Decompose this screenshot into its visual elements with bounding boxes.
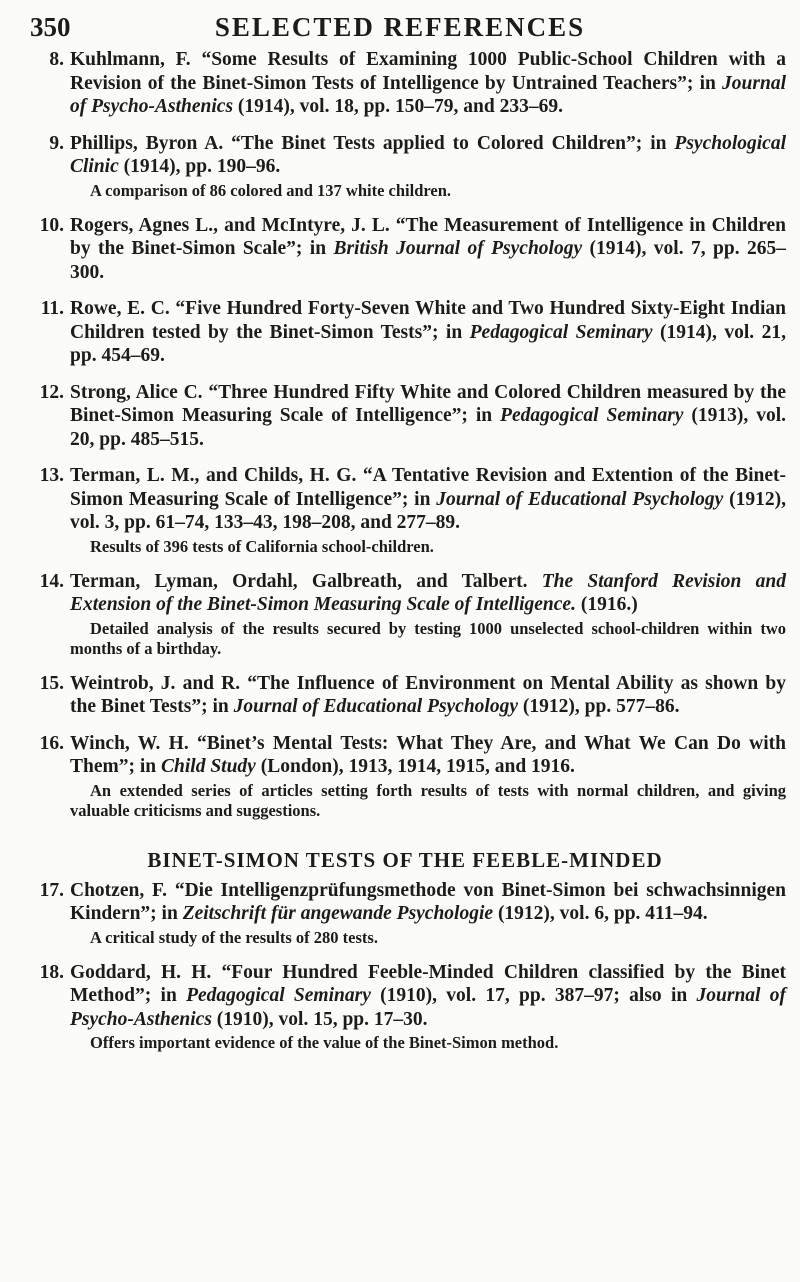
reference-citation <box>70 214 786 285</box>
reference-citation <box>70 672 786 719</box>
reference-number: 15. <box>39 672 64 694</box>
citation-text: Strong, Alice C. “Three Hundred Fifty White and Colored Children measured by the Binet-Simon Measuring Scale of Intelligence”; in <box>70 381 786 426</box>
reference-entry <box>24 464 786 557</box>
entry-spacer <box>24 119 786 132</box>
citation-text: (1912), vol. 3, pp. 61–74, 133–43, 198–208, and 277–89. <box>70 488 786 533</box>
citation-text: Kuhlmann, F. “Some Results of Examining 1000 Public-School Children with a Revision of the Binet-Simon Tests of Intelligence by Untrained Teachers”; in <box>70 49 786 94</box>
citation-text: (1914), pp. 190–96. <box>118 156 281 177</box>
reference-group-general <box>24 48 786 834</box>
reference-entry <box>24 214 786 285</box>
reference-group-feeble-minded <box>24 879 786 1067</box>
publication-title: Pedagogical Seminary <box>186 985 371 1006</box>
publication-title: British Journal of Psychology <box>333 238 583 259</box>
citation-text: (1912), vol. 6, pp. 411–94. <box>493 903 708 924</box>
entry-spacer <box>24 659 786 672</box>
reference-citation <box>70 48 786 119</box>
citation-text: (1916.) <box>575 594 638 615</box>
reference-annotation: A comparison of 86 colored and 137 white children. <box>90 180 452 200</box>
reference-entry <box>24 672 786 719</box>
reference-number: 8. <box>49 49 64 70</box>
citation-text: (1912), pp. 577–86. <box>518 696 680 717</box>
reference-citation <box>70 464 786 535</box>
entry-spacer <box>24 1053 786 1066</box>
citation-text: Chotzen, F. “Die Intelligenzprüfungsmethode von Binet-Simon bei schwachsinnigen Kindern”; in <box>70 879 786 924</box>
entry-spacer <box>24 284 786 297</box>
citation-text: Phillips, Byron A. “The Binet Tests applied to Colored Children”; in <box>70 132 675 154</box>
entry-spacer <box>24 201 786 214</box>
reference-entry <box>24 297 786 368</box>
reference-entry <box>24 48 786 119</box>
citation-text: (1914), vol. 7, pp. 265–300. <box>70 238 786 283</box>
citation-text: (London), 1913, 1914, 1915, and 1916. <box>255 756 575 777</box>
publication-title: Psychological Clinic <box>70 132 786 177</box>
citation-text: (1910), vol. 15, pp. 17–30. <box>211 1008 428 1030</box>
section-heading: BINET-SIMON TESTS OF THE FEEBLE-MINDED <box>147 847 663 872</box>
reference-number: 18. <box>39 961 64 983</box>
reference-citation <box>70 132 786 179</box>
reference-entry <box>24 732 786 821</box>
publication-title: Journal of Educational Psychology <box>436 488 724 510</box>
reference-number: 11. <box>40 298 64 319</box>
reference-annotation: A critical study of the results of 280 tests. <box>90 927 378 947</box>
citation-text: Terman, L. M., and Childs, H. G. “A Tentative Revision and Extention of the Binet-Simon Measuring Scale of Intelligence”; in <box>70 465 786 510</box>
entry-spacer <box>24 557 786 570</box>
citation-text: (1910), vol. 17, pp. 387–97; also in <box>370 985 697 1006</box>
running-head: SELECTED REFERENCES <box>214 12 586 42</box>
citation-text: Rowe, E. C. “Five Hundred Forty-Seven White and Two Hundred Sixty-Eight Indian Children tested by the Binet-Simon Tests”; in <box>70 298 786 343</box>
entry-spacer <box>24 821 786 834</box>
reference-number: 16. <box>39 732 64 754</box>
reference-number: 10. <box>39 214 64 236</box>
citation-text: (1914), vol. 21, pp. 454–69. <box>70 321 786 366</box>
entry-spacer <box>24 719 786 732</box>
reference-entry <box>24 381 786 452</box>
reference-citation <box>70 381 786 452</box>
publication-title: Journal of Psycho-Asthenics <box>70 985 787 1030</box>
page-number: 350 <box>30 12 71 42</box>
citation-text: (1914), vol. 18, pp. 150–79, and 233–69. <box>233 96 563 117</box>
reference-number: 9. <box>49 132 64 154</box>
publication-title: Child Study <box>161 756 256 777</box>
reference-number: 17. <box>39 879 64 901</box>
reference-entry <box>24 570 786 659</box>
reference-number: 12. <box>39 381 64 403</box>
citation-text: Weintrob, J. and R. “The Influence of Environment on Mental Ability as shown by the Binet Tests”; in <box>70 672 786 717</box>
reference-number: 14. <box>39 570 64 592</box>
reference-list <box>24 48 786 1066</box>
reference-citation <box>70 879 786 926</box>
publication-title: Pedagogical Seminary <box>469 321 653 343</box>
entry-spacer <box>24 451 786 464</box>
citation-text: (1913), vol. 20, pp. 485–515. <box>70 405 786 450</box>
reference-citation <box>70 732 786 779</box>
reference-annotation: Offers important evidence of the value of the Binet-Simon method. <box>90 1033 559 1052</box>
entry-spacer <box>24 368 786 381</box>
reference-citation <box>70 570 786 617</box>
citation-text: Rogers, Agnes L., and McIntyre, J. L. “The Measurement of Intelligence in Children by the Binet-Simon Scale”; in <box>70 214 786 259</box>
publication-title: Zeitschrift für angewande Psychologie <box>182 903 494 924</box>
citation-text: Winch, W. H. “Binet’s Mental Tests: What They Are, and What We Can Do with Them”; in <box>70 732 786 777</box>
publication-title: Journal of Psycho-Asthenics <box>70 72 786 117</box>
citation-text: Goddard, H. H. “Four Hundred Feeble-Minded Children classified by the Binet Method”; in <box>70 961 786 1006</box>
publication-title: Journal of Educational Psychology <box>233 696 519 717</box>
reference-entry <box>24 879 786 948</box>
publication-title: Pedagogical Seminary <box>500 405 684 426</box>
reference-number: 13. <box>39 465 64 486</box>
reference-entry <box>24 132 786 201</box>
reference-annotation: Results of 396 tests of California school-children. <box>90 536 434 556</box>
citation-text: Terman, Lyman, Ordahl, Galbreath, and Talbert. <box>70 570 542 592</box>
page-header <box>30 8 770 48</box>
reference-citation <box>70 961 786 1032</box>
reference-entry <box>24 961 786 1054</box>
entry-spacer <box>24 948 786 961</box>
publication-title: The Stanford Revision and Extension of the Binet-Simon Measuring Scale of Intelligence. <box>70 570 786 615</box>
reference-annotation: Detailed analysis of the results secured by testing 1000 unselected school-children within two months of a birthday. <box>70 618 786 658</box>
reference-citation <box>70 297 786 368</box>
reference-annotation: An extended series of articles setting forth results of tests with normal children, and giving valuable criticisms and suggestions. <box>70 780 786 820</box>
